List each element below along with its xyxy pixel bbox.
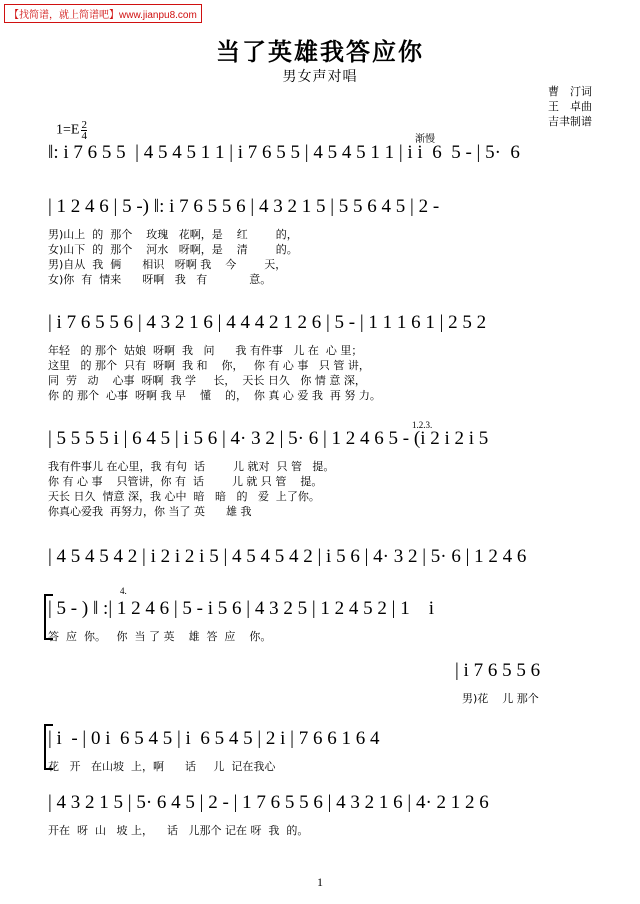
page-title: 当了英雄我答应你	[216, 38, 424, 66]
notes-line: | 4 5 4 5 4 2 | i 2 i 2 i 5 | 4 5 4 5 4 2 | i 5 6 | 4· 3 2 | 5· 6 | 1 2 4 6	[48, 546, 527, 567]
lyric-line: 我有件事儿 在心里，我 有句 话 儿 就对 只 管 提。	[48, 460, 335, 473]
notes-line: | 4 3 2 1 5 | 5· 6 4 5 | 2 - | 1 7 6 5 5 6 | 4 3 2 1 6 | 4· 2 1 2 6	[48, 792, 489, 813]
lyric-line: 同 劳 动 心事 呀啊 我 学 长， 天长 日久 你 情 意 深，	[48, 374, 366, 387]
page-subtitle: 男女声对唱	[282, 69, 358, 85]
lyric-line: 这里 的 那个 只有 呀啊 我 和 你， 你 有 心 事 只 管 讲，	[48, 359, 370, 372]
lyric-line: 天长 日久 情意 深，我 心中 暗 暗 的 爱 上了你。	[48, 490, 320, 503]
ending-bracket-1: 1.2.3.	[412, 420, 433, 430]
lyric-line: 你真心爱我 再努力，你 当了 英 雄 我	[48, 505, 252, 518]
lyric-line: 男)自从 我 俩 相识 呀啊 我 今 天，	[48, 258, 287, 271]
lyric-line: 女)山下 的 那个 河水 呀啊，是 清 的。	[48, 243, 298, 256]
notes-line: | i 7 6 5 5 6 | 4 3 2 1 6 | 4 4 4 2 1 2 6 | 5 - | 1 1 1 6 1 | 2 5 2	[48, 312, 487, 333]
lyric-line: 年轻 的 那个 姑娘 呀啊 我 问 我 有件事 儿 在 心 里；	[48, 344, 363, 357]
lyric-line: 你 的 那个 心事 呀啊 我 早 懂 的， 你 真 心 爱 我 再 努 力。	[48, 389, 381, 402]
credit-engraver: 吉聿制谱	[548, 115, 592, 128]
notes-line: ‖: i 7 6 5 5 | 4 5 4 5 1 1 | i 7 6 5 5 | 4 5 4 5 1 1 | i i 6 5 - | 5· 6	[48, 142, 520, 163]
notes-line: | i 7 6 5 5 6	[455, 660, 541, 681]
lyric-line: 开在 呀 山 坡 上， 话 儿那个 记在 呀 我 的。	[48, 824, 309, 837]
page-number: 1	[317, 875, 323, 889]
lyric-line: 男)花 儿 那个	[462, 692, 539, 705]
notes-line: | 5 5 5 5 i | 6 4 5 | i 5 6 | 4· 3 2 | 5· 6 | 1 2 4 6 5 - (i 2 i 2 i 5	[48, 428, 489, 449]
lyric-line: 答 应 你。 你 当 了 英 雄 答 应 你。	[48, 630, 272, 643]
lyric-line: 男)山上 的 那个 玫瑰 花啊，是 红 的，	[48, 228, 298, 241]
tempo-marking: 渐慢	[415, 134, 435, 145]
key-signature	[56, 120, 87, 141]
credit-composer: 王 卓曲	[548, 100, 592, 113]
time-signature: $\frac{2}{4}$	[81, 119, 87, 142]
notes-line: | i - | 0 i 6 5 4 5 | i 6 5 4 5 | 2 i | 7 6 6 1 6 4	[48, 728, 380, 749]
notes-line: | 5 - ) ‖ :| 1 2 4 6 | 5 - i 5 6 | 4 3 2 5 | 1 2 4 5 2 | 1 i	[48, 598, 434, 619]
watermark-banner: 【找简谱，就上简谱吧】www.jianpu8.com	[4, 4, 202, 23]
lyric-line: 女)你 有 情来 呀啊 我 有 意。	[48, 273, 272, 286]
credit-lyricist: 曹 汀词	[548, 85, 592, 98]
notes-line: | 1 2 4 6 | 5 -) ‖: i 7 6 5 5 6 | 4 3 2 1 5 | 5 5 6 4 5 | 2 -	[48, 196, 440, 217]
key-label: 1=E	[56, 122, 80, 138]
credits	[548, 84, 592, 129]
lyric-line: 花 开 在山坡 上，啊 话 儿 记在我心	[48, 760, 276, 773]
lyric-line: 你 有 心 事 只管讲，你 有 话 儿 就 只 管 提。	[48, 475, 323, 488]
ending-bracket-2: 4.	[120, 586, 127, 596]
